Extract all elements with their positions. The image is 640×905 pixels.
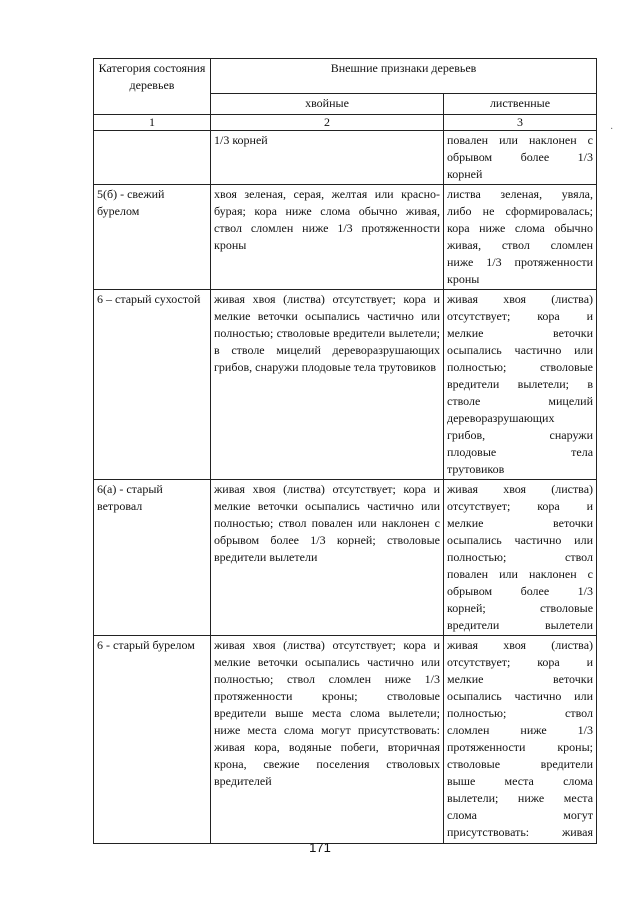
deciduous-line: осыпались частично или: [447, 689, 594, 703]
row-category: 6 - старый бурелом: [94, 636, 211, 844]
row-deciduous-signs: [444, 480, 597, 636]
deciduous-line: сломлен ниже 1/3: [447, 723, 594, 737]
deciduous-line: грибов, снаружи: [447, 428, 594, 442]
deciduous-line: полностью; стволовые: [447, 360, 594, 374]
deciduous-line: вредители вылетели: [447, 618, 594, 632]
deciduous-line: живая хвоя (листва): [447, 292, 594, 306]
deciduous-line: мелкие веточки: [447, 516, 594, 530]
table-row: [94, 290, 597, 480]
deciduous-line: обрывом более 1/3: [447, 150, 594, 164]
deciduous-line: дереворазрушающих: [447, 411, 555, 425]
deciduous-line: мелкие веточки: [447, 672, 594, 686]
header-category: Категория состояния деревьев: [94, 59, 211, 115]
row-conifer-signs: живая хвоя (листва) отсутствует; кора и мелкие веточки осыпались частично или полностью; ствол повален или наклонен с обрывом более 1/3 корней; стволовые вредители вылетели: [211, 480, 444, 636]
deciduous-line: полностью; ствол: [447, 550, 594, 564]
row-conifer-signs: 1/3 корней: [211, 131, 444, 185]
header-external-signs: Внешние признаки деревьев: [211, 59, 597, 94]
deciduous-line: протяженности кроны;: [447, 740, 594, 754]
deciduous-line: кора ниже слома обычно: [447, 221, 594, 235]
deciduous-line: кроны: [447, 272, 480, 286]
deciduous-line: стволе мицелий: [447, 394, 594, 408]
row-conifer-signs: хвоя зеленая, серая, желтая или красно-бурая; кора ниже слома обычно живая, ствол сломлен ниже 1/3 протяженности кроны: [211, 185, 444, 290]
deciduous-line: либо не сформировалась;: [447, 204, 594, 218]
deciduous-line: листва зеленая, увяла,: [447, 187, 594, 201]
row-conifer-signs: живая хвоя (листва) отсутствует; кора и мелкие веточки осыпались частично или полностью; стволовые вредители вылетели; в стволе мицелий дереворазрушающих грибов, снаружи плодовые тела трутовиков: [211, 290, 444, 480]
deciduous-line: вылетели; ниже места: [447, 791, 594, 805]
deciduous-line: вредители вылетели; в: [447, 377, 594, 391]
row-deciduous-signs: [444, 185, 597, 290]
deciduous-line: отсутствует; кора и: [447, 309, 594, 323]
deciduous-line: живая хвоя (листва): [447, 638, 594, 652]
deciduous-line: живая хвоя (листва): [447, 482, 594, 496]
deciduous-line: живая, ствол сломлен: [447, 238, 594, 252]
deciduous-line: полностью; ствол: [447, 706, 594, 720]
table-row: [94, 636, 597, 844]
row-deciduous-signs: [444, 290, 597, 480]
tree-condition-table: [93, 58, 597, 844]
deciduous-line: плодовые тела: [447, 445, 594, 459]
table-row: [94, 185, 597, 290]
deciduous-line: ниже 1/3 протяженности: [447, 255, 594, 269]
deciduous-line: повален или наклонен с: [447, 133, 594, 147]
row-deciduous-signs: [444, 636, 597, 844]
header-deciduous: лиственные: [444, 94, 597, 115]
header-conifers: хвойные: [211, 94, 444, 115]
deciduous-line: выше места слома: [447, 774, 594, 788]
deciduous-line: слома могут: [447, 808, 594, 822]
deciduous-line: корней; стволовые: [447, 601, 594, 615]
deciduous-line: стволовые вредители: [447, 757, 594, 771]
deciduous-line: трутовиков: [447, 462, 505, 476]
row-category: 5(б) - свежий бурелом: [94, 185, 211, 290]
margin-mark: ·: [610, 124, 614, 135]
deciduous-line: обрывом более 1/3: [447, 584, 594, 598]
column-number-2: 2: [211, 115, 444, 131]
deciduous-line: отсутствует; кора и: [447, 655, 594, 669]
column-number-3: 3: [444, 115, 597, 131]
deciduous-line: отсутствует; кора и: [447, 499, 594, 513]
deciduous-line: осыпались частично или: [447, 533, 594, 547]
page-number: 171: [309, 840, 331, 855]
deciduous-line: повален или наклонен с: [447, 567, 594, 581]
row-category: 6 – старый сухостой: [94, 290, 211, 480]
table-row: [94, 480, 597, 636]
row-conifer-signs: живая хвоя (листва) отсутствует; кора и мелкие веточки осыпались частично или полностью; ствол сломлен ниже 1/3 протяженности кроны; стволовые вредители выше места слома вылетели; ниже места слома могут присутствовать: живая кора, водяные побеги, вторичная крона, свежие поселения стволовых вредителей: [211, 636, 444, 844]
deciduous-line: присутствовать: живая: [447, 825, 594, 839]
deciduous-line: корней: [447, 167, 483, 181]
row-category: [94, 131, 211, 185]
row-category: 6(а) - старый ветровал: [94, 480, 211, 636]
deciduous-line: мелкие веточки: [447, 326, 594, 340]
column-number-1: 1: [94, 115, 211, 131]
row-deciduous-signs: [444, 131, 597, 185]
table-row: [94, 131, 597, 185]
deciduous-line: осыпались частично или: [447, 343, 594, 357]
